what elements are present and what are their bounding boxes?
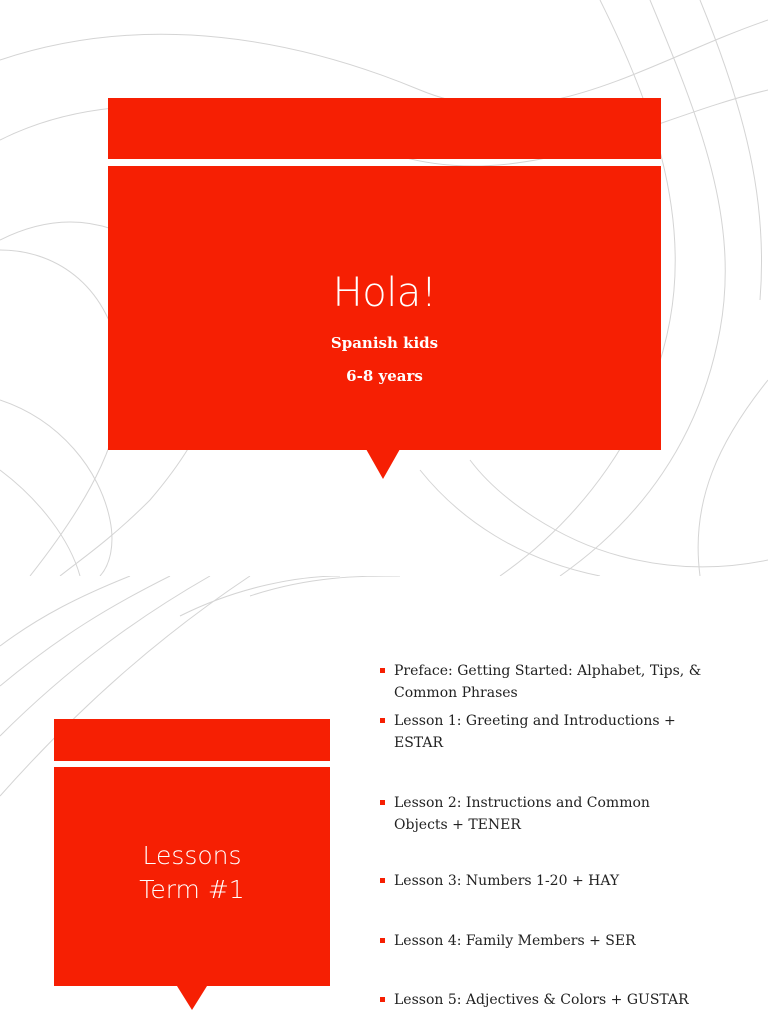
subtitle-line-1: Spanish kids	[330, 334, 439, 352]
bullet-square-icon	[380, 997, 385, 1002]
bullet-square-icon	[380, 938, 385, 943]
lessons-title	[54, 839, 330, 907]
lessons-header-bar	[54, 719, 330, 761]
title-header-bar	[108, 98, 661, 159]
list-item: Lesson 2: Instructions and Common Objects + TENER	[380, 792, 734, 836]
bullet-square-icon	[380, 718, 385, 723]
bullet-square-icon	[380, 878, 385, 883]
list-item: Lesson 5: Adjectives & Colors + GUSTAR	[380, 989, 734, 1011]
slide-lessons	[0, 576, 768, 1024]
lessons-title-box	[54, 767, 330, 986]
list-item: Lesson 3: Numbers 1-20 + HAY	[380, 870, 734, 892]
title-box	[108, 166, 661, 450]
list-item: Lesson 1: Greeting and Introductions + ESTAR	[380, 710, 734, 754]
lessons-title-line-1: Lessons	[142, 841, 242, 870]
list-item: Lesson 4: Family Members + SER	[380, 930, 734, 952]
subtitle-line-2: 6-8 years	[346, 367, 423, 385]
bullet-square-icon	[380, 800, 385, 805]
list-item: Preface: Getting Started: Alphabet, Tips, & Common Phrases	[380, 660, 734, 704]
bullet-square-icon	[380, 668, 385, 673]
callout-pointer	[366, 449, 400, 479]
callout-pointer	[177, 986, 207, 1010]
lessons-title-line-2: Term #1	[139, 875, 245, 904]
slide-title-text: Hola!	[332, 270, 437, 316]
